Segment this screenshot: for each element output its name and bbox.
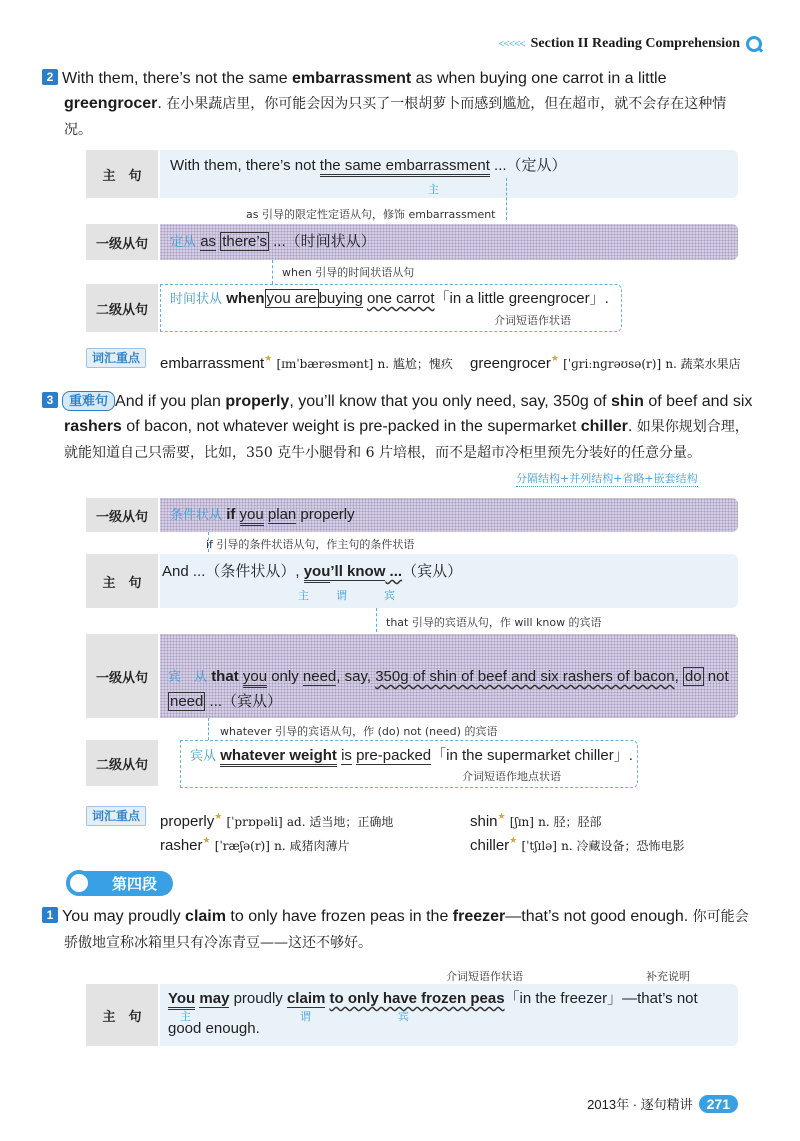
text: proudly: [229, 990, 287, 1007]
label-main: 主 句: [86, 554, 158, 608]
verb: ’ll know: [330, 563, 386, 580]
text: properly: [300, 506, 355, 523]
text: With them, there’s not: [170, 157, 320, 174]
text: as when buying one carrot in a little: [411, 70, 667, 87]
text: not: [703, 668, 729, 685]
vocab-tag: 词汇重点: [86, 348, 146, 368]
note-supplement: 补充说明: [646, 970, 690, 983]
mark-subject: 主: [180, 1010, 191, 1023]
word: properly: [160, 813, 215, 830]
mark-subject: 主: [298, 589, 309, 602]
note-if-clause: if 引导的条件状语从句，作主句的条件状语: [206, 538, 415, 551]
meaning: n. 冷藏设备；恐怖电影: [561, 839, 685, 853]
note-as-clause: as 引导的限定性定语从句，修饰 embarrassment: [246, 208, 496, 221]
label-main: 主 句: [86, 984, 158, 1046]
text: ...（时间状从）: [268, 233, 376, 250]
header-arrows: <<<<<: [498, 38, 525, 50]
structure-note: 分隔结构+并列结构+省略+嵌套结构: [516, 472, 698, 485]
text: if: [226, 506, 236, 523]
keyword: chiller: [580, 418, 628, 435]
clause-tag: 定从: [170, 235, 197, 250]
page-header: [498, 36, 762, 52]
phonetic: [ˈɡriːnɡrəʊsə(r)]: [563, 357, 662, 371]
keyword: shin: [611, 393, 644, 410]
verb: is: [341, 747, 352, 764]
label-main: 主 句: [86, 150, 158, 198]
note-that-clause: that 引导的宾语从句，作 will know 的宾语: [386, 616, 602, 629]
subject: whatever weight: [220, 747, 337, 767]
clause-tag: 条件状从: [170, 508, 223, 523]
boxed-word: do: [684, 668, 702, 685]
vocab-item: greengrocer★ [ˈɡriːnɡrəʊsə(r)] n. 蔬菜水果店: [470, 353, 741, 372]
subject: you: [304, 563, 331, 583]
boxed-word: need: [170, 693, 204, 710]
mark-object: 宾: [384, 589, 395, 602]
sentence-number: 3: [42, 392, 58, 408]
text: With them, there’s not the same: [62, 70, 293, 87]
subject: You: [168, 990, 195, 1010]
sentence-3: [46, 389, 754, 466]
page-footer: [587, 1094, 738, 1113]
text: ...（宾从）: [205, 693, 283, 710]
meaning: ad. 适当地；正确地: [286, 815, 394, 829]
if-clause: [170, 504, 355, 527]
boxed-word: there’s: [222, 233, 267, 250]
sentence-number: 1: [42, 907, 58, 923]
label-sub1: 一级从句: [86, 224, 158, 260]
verb: may: [199, 990, 230, 1007]
verb: claim: [286, 990, 326, 1007]
vocab-item: shin★ [ʃɪn] n. 胫；胫部: [470, 811, 602, 830]
object: ...: [385, 563, 403, 580]
page-number: 271: [699, 1095, 738, 1113]
section-title: 第四段: [82, 871, 173, 896]
arrow-line: [272, 260, 273, 284]
boxed-word: you are: [266, 290, 317, 307]
label-sub2: 一级从句: [86, 634, 158, 718]
clause-tag: 宾从: [190, 749, 217, 764]
vocab-item: embarrassment★ [ɪmˈbærəsmənt] n. 尴尬；愧疚: [160, 353, 453, 372]
text: 「in the supermarket chiller」.: [431, 747, 633, 764]
search-icon: [746, 36, 762, 52]
text: to only have frozen peas in the: [225, 908, 453, 925]
label-sub2: 二级从句: [86, 284, 158, 332]
subject: the same embarrassment: [320, 157, 490, 177]
main-clause: [168, 984, 734, 1044]
keyword: freezer: [452, 908, 506, 925]
subject: you: [243, 668, 267, 688]
text: And ...（条件状从）,: [162, 563, 304, 580]
keyword: rashers: [64, 418, 122, 435]
note-whatever-clause: whatever 引导的宾语从句，作 (do) not (need) 的宾语: [220, 725, 498, 738]
text: You may proudly: [62, 908, 186, 925]
text: ...（定从）: [489, 157, 567, 174]
vocab-item: rasher★ [ˈræʃə(r)] n. 咸猪肉薄片: [160, 835, 350, 854]
text: one carrot: [366, 290, 435, 307]
vocab-item: properly★ [ˈprɒpəli] ad. 适当地；正确地: [160, 811, 394, 830]
keyword: properly: [225, 393, 290, 410]
keyword: greengrocer: [64, 95, 158, 112]
translation: 你可能会骄傲地宣称冰箱里只有冷冻青豆——这还不够好。: [64, 909, 749, 951]
text: —that’s not good enough.: [168, 990, 698, 1037]
translation: 在小果蔬店里，你可能会因为只买了一根胡萝卜而感到尴尬，但在超市，就不会存在这种情况。: [64, 96, 727, 138]
section-heading: [66, 870, 173, 896]
text: of beef and six: [643, 393, 753, 410]
note-when-clause: when 引导的时间状语从句: [282, 266, 415, 279]
text: ,: [674, 668, 683, 685]
text: buying: [318, 290, 363, 307]
text: And if you plan: [115, 393, 226, 410]
search-icon: [66, 870, 92, 896]
label-sub1: 一级从句: [86, 498, 158, 532]
phonetic: [ˈtʃɪlə]: [521, 839, 557, 853]
sentence-number: 2: [42, 69, 58, 85]
difficult-sentence-badge: 重难句: [62, 391, 115, 411]
text: only: [267, 668, 303, 685]
sub1-clause: [170, 231, 376, 254]
phonetic: [ɪmˈbærəsmənt]: [276, 357, 374, 371]
mark-subject: 主: [428, 183, 439, 196]
mark-verb: 谓: [336, 589, 347, 602]
text: of bacon, not whatever weight is pre-packed in the supermarket: [121, 418, 581, 435]
whatever-clause: [190, 745, 633, 768]
arrow-line: [506, 178, 507, 220]
phonetic: [ʃɪn]: [509, 815, 534, 829]
label-sub3: 二级从句: [86, 740, 158, 786]
subject: you: [240, 506, 264, 526]
text: 「in a little greengrocer」.: [434, 290, 609, 307]
text: —that’s not good enough.: [505, 908, 693, 925]
footer-text: 2013年 · 逐句精讲: [587, 1097, 693, 1112]
object: 350g of shin of beef and six rashers of bacon: [375, 668, 675, 685]
meaning: n. 胫；胫部: [538, 815, 602, 829]
word: chiller: [470, 837, 510, 854]
text: that: [211, 668, 239, 685]
text: , you’ll know that you only need, say, 350g of: [289, 393, 612, 410]
meaning: n. 尴尬；愧疚: [377, 357, 453, 371]
text: 「in the freezer」: [504, 990, 623, 1007]
word: greengrocer: [470, 355, 551, 372]
sentence-4: [46, 904, 754, 956]
that-clause: [168, 665, 736, 714]
arrow-line: [376, 608, 377, 632]
keyword: claim: [185, 908, 226, 925]
sentence-2: [46, 66, 754, 143]
text: .: [157, 95, 167, 112]
main-clause: [170, 155, 567, 177]
meaning: n. 咸猪肉薄片: [274, 839, 350, 853]
word: shin: [470, 813, 498, 830]
verb: pre-packed: [356, 747, 432, 764]
sub2-clause: [170, 288, 609, 311]
text: （宾从）: [402, 563, 463, 580]
header-title: Section II Reading Comprehension: [530, 36, 740, 51]
text: as: [200, 233, 217, 250]
word: rasher: [160, 837, 203, 854]
arrow-line: [208, 718, 209, 740]
meaning: n. 蔬菜水果店: [665, 357, 741, 371]
note-place-adverbial: 介词短语作地点状语: [462, 770, 561, 783]
mark-verb: 谓: [300, 1010, 311, 1023]
clause-tag: 宾 从: [168, 670, 208, 685]
phonetic: [ˈræʃə(r)]: [214, 839, 270, 853]
object: to only have frozen peas: [329, 990, 505, 1007]
verb: need: [302, 668, 337, 685]
note-prep-phrase: 介词短语作状语: [494, 314, 571, 327]
word: embarrassment: [160, 355, 265, 372]
main-clause: [162, 561, 462, 583]
mark-object: 宾: [398, 1010, 409, 1023]
phonetic: [ˈprɒpəli]: [226, 815, 283, 829]
clause-tag: 时间状从: [170, 292, 223, 307]
verb: plan: [267, 506, 297, 523]
keyword: embarrassment: [292, 70, 412, 87]
text: when: [226, 290, 265, 307]
vocab-tag: 词汇重点: [86, 806, 146, 826]
text: , say,: [336, 668, 376, 685]
note-prep-phrase: 介词短语作状语: [446, 970, 523, 983]
text: .: [627, 418, 637, 435]
vocab-item: chiller★ [ˈtʃɪlə] n. 冷藏设备；恐怖电影: [470, 835, 685, 854]
translation: 如果你规划合理，就能知道自己只需要，比如，350 克牛小腿骨和 6 片培根，而不是超市冷柜里预先分装好的任意分量。: [64, 419, 749, 461]
